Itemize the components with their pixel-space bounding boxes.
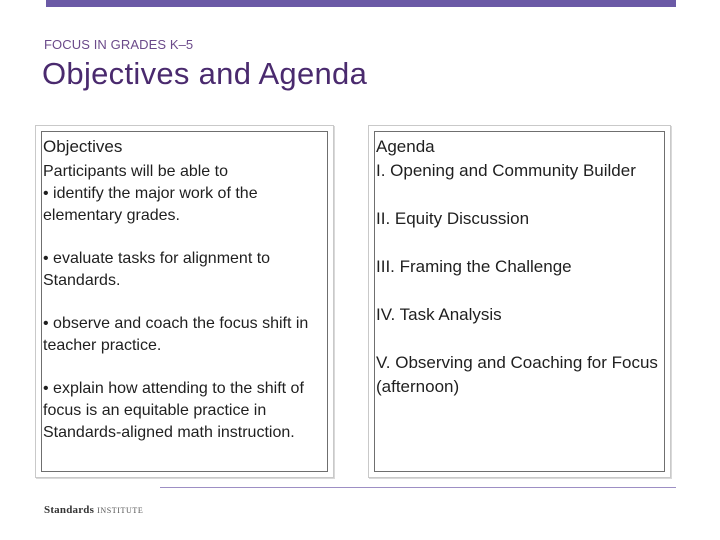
agenda-item: III. Framing the Challenge bbox=[376, 257, 572, 276]
agenda-item: IV. Task Analysis bbox=[376, 305, 502, 324]
agenda-heading: Agenda bbox=[376, 137, 435, 156]
agenda-item: V. Observing and Coaching for Focus (afternoon) bbox=[376, 353, 658, 396]
objectives-intro: Participants will be able to bbox=[43, 163, 228, 180]
footer-divider bbox=[160, 487, 676, 488]
objective-item: • observe and coach the focus shift in teacher practice. bbox=[43, 315, 309, 354]
standards-institute-logo bbox=[44, 504, 143, 516]
slide-title: Objectives and Agenda bbox=[42, 56, 368, 91]
objectives-content bbox=[43, 136, 327, 444]
section-kicker: FOCUS IN GRADES K–5 bbox=[44, 37, 194, 52]
logo-main-text: Standards bbox=[44, 504, 95, 516]
objectives-heading: Objectives bbox=[43, 137, 123, 156]
top-accent-bar bbox=[46, 0, 676, 7]
logo-sub-text: INSTITUTE bbox=[97, 506, 144, 515]
objective-item: • identify the major work of the elementary grades. bbox=[43, 185, 258, 224]
objective-item: • explain how attending to the shift of focus is an equitable practice in Standards-aligned math instruction. bbox=[43, 380, 304, 441]
agenda-item: II. Equity Discussion bbox=[376, 209, 530, 228]
agenda-content bbox=[376, 135, 661, 399]
objective-item: • evaluate tasks for alignment to Standards. bbox=[43, 250, 271, 289]
agenda-item: I. Opening and Community Builder bbox=[376, 161, 636, 180]
